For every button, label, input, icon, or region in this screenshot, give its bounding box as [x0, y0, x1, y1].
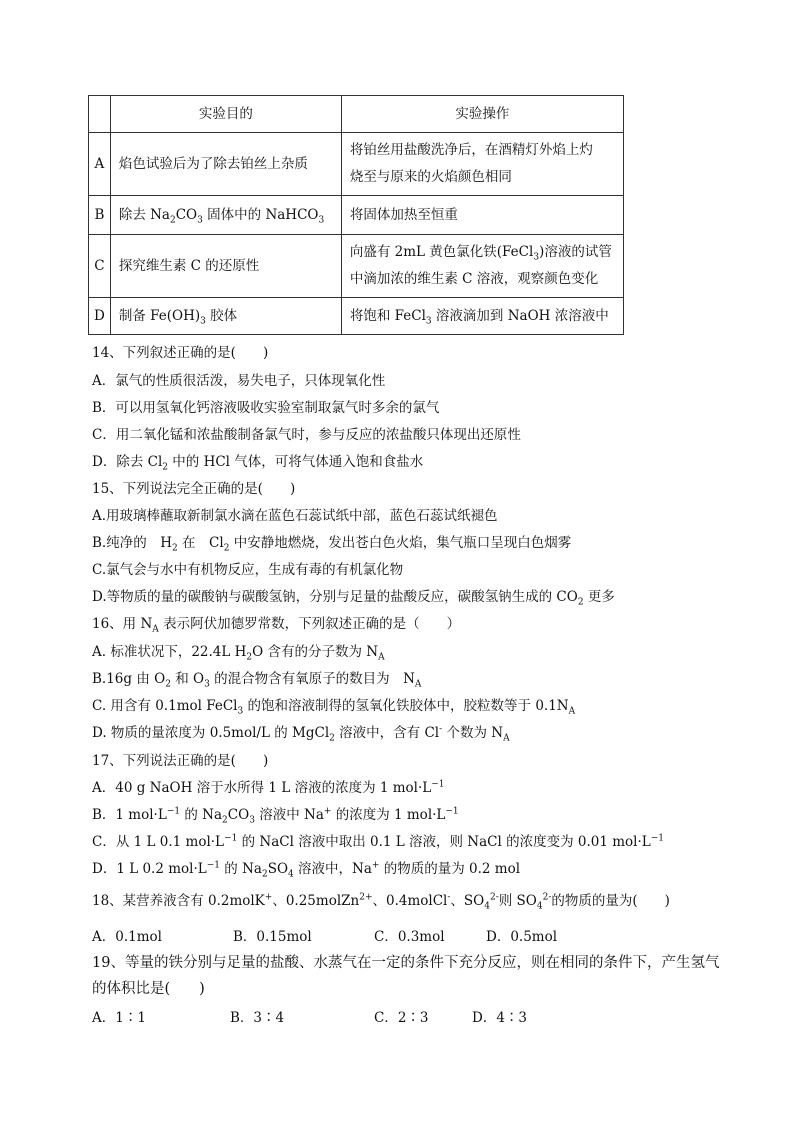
- question-14-option-b: B．可以用氢氧化钙溶液吸收实验室制取氯气时多余的氯气: [92, 400, 440, 416]
- question-15-option-d: [92, 587, 615, 607]
- superscript: +: [264, 892, 273, 903]
- text: 溶液滴加到 NaOH 浓溶液中: [431, 307, 609, 324]
- text: C．从 1 L 0.1 mol·L: [92, 834, 225, 850]
- superscript: -: [447, 892, 451, 903]
- text: 将饱和 FeCl: [349, 307, 426, 324]
- subscript: 4: [484, 901, 490, 912]
- row-purpose: [110, 298, 341, 335]
- table-row: [89, 298, 624, 335]
- question-16-option-b: [92, 669, 421, 689]
- text: CO: [227, 807, 250, 823]
- text: 的浓度为 1 mol·L: [331, 807, 446, 823]
- subscript: 2: [329, 733, 335, 744]
- text: D．除去 Cl: [92, 454, 163, 470]
- subscript: 2: [172, 543, 178, 554]
- subscript: 3: [249, 815, 255, 826]
- question-17-option-d: [92, 859, 520, 879]
- text: A. 标准状况下，22.4L H: [92, 644, 247, 660]
- subscript: 4: [288, 869, 294, 880]
- text: 和 O: [170, 671, 205, 687]
- superscript: −1: [166, 806, 181, 817]
- question-18-stem: [92, 891, 670, 911]
- subscript: A: [378, 652, 385, 663]
- row-key: D: [89, 298, 111, 335]
- subscript: 2: [223, 543, 230, 554]
- row-operation: [341, 298, 623, 335]
- subscript: A: [568, 706, 576, 717]
- text: 、0.4molCl: [372, 893, 448, 909]
- question-15-option-c: C.氯气会与水中有机物反应，生成有毒的有机氯化物: [92, 562, 404, 578]
- text: 的物质的量为 0.2 mol: [379, 861, 521, 877]
- text: 表示阿伏加德罗常数，下列叙述正确的是（ ）: [158, 616, 461, 632]
- row-key: A: [89, 133, 111, 196]
- superscript: -: [439, 724, 443, 735]
- row-purpose: 探究维生素 C 的还原性: [110, 235, 341, 298]
- text: B.纯净的 H: [92, 535, 172, 551]
- text: 溶液中 Na: [254, 807, 324, 823]
- text: 的混合物含有氧原子的数目为 N: [209, 671, 415, 687]
- experiment-table: [88, 95, 624, 335]
- row-operation-line: 将铂丝用盐酸洗净后，在酒精灯外焰上灼: [349, 142, 593, 158]
- superscript: 2+: [359, 892, 373, 903]
- text: C. 用含有 0.1mol FeCl: [92, 698, 238, 714]
- question-17-stem: 17、下列说法正确的是( ): [92, 753, 269, 769]
- row-purpose: 焰色试验后为了除去铂丝上杂质: [110, 133, 341, 196]
- text: 的 Na: [220, 861, 262, 877]
- text: B．1 mol·L: [92, 807, 167, 823]
- row-key: C: [89, 235, 111, 298]
- question-15-option-a: A.用玻璃棒蘸取新制氯水滴在蓝色石蕊试纸中部，蓝色石蕊试纸褪色: [92, 508, 498, 524]
- question-19-stem-line1: 19、等量的铁分别与足量的盐酸、水蒸气在一定的条件下充分反应，则在相同的条件下，产生氢气: [92, 955, 720, 971]
- text: 中的 HCl 气体，可将气体通入饱和食盐水: [168, 454, 424, 470]
- question-14-stem: 14、下列叙述正确的是( ): [92, 345, 269, 361]
- question-19-option-b: B．3∶4: [230, 1010, 285, 1026]
- text: 溶液中，含有 Cl: [334, 725, 440, 741]
- question-18-option-b: B．0.15mol: [233, 929, 312, 945]
- question-16-option-d: [92, 723, 510, 743]
- question-18-option-d: D．0.5mol: [486, 929, 558, 945]
- question-19-option-a: A．1∶1: [92, 1010, 146, 1026]
- question-15-stem: 15、下列说法完全正确的是( ): [92, 481, 296, 497]
- text: 则 SO: [498, 893, 537, 909]
- question-19-option-d: D．4∶3: [472, 1010, 528, 1026]
- question-18-option-a: A．0.1mol: [92, 929, 162, 945]
- text: 中安静地燃烧，发出苍白色火焰，集气瓶口呈现白色烟雾: [229, 535, 572, 551]
- superscript: −1: [431, 779, 445, 790]
- question-19-option-c: C．2∶3: [374, 1010, 429, 1026]
- subscript: 2: [162, 462, 168, 473]
- table-header-row: [89, 96, 624, 133]
- text: 18、某营养液含有 0.2molK: [92, 893, 265, 909]
- text: 的 NaCl 溶液中取出 0.1 L 溶液，则 NaCl 的浓度变为 0.01 mol·L: [237, 834, 651, 850]
- subscript: 4: [536, 901, 543, 912]
- text: 的 Na: [180, 807, 223, 823]
- row-operation: [341, 133, 623, 196]
- subscript: 2: [169, 215, 176, 226]
- question-14-option-d: [92, 452, 423, 472]
- table-row: [89, 235, 624, 298]
- subscript: 2: [577, 597, 584, 608]
- row-purpose: [110, 196, 341, 235]
- superscript: −1: [224, 833, 238, 844]
- text: A．40 g NaOH 溶于水所得 1 L 溶液的浓度为 1 mol·L: [92, 780, 432, 796]
- header-cell-key: [89, 96, 111, 133]
- text: 的饱和溶液制得的氢氧化铁胶体中，胶粒数等于 0.1N: [243, 698, 569, 714]
- text: 向盛有 2mL 黄色氯化铁(FeCl: [349, 244, 534, 260]
- text: 固体中的 NaHCO: [202, 206, 319, 223]
- superscript: +: [323, 806, 332, 817]
- text: D.等物质的量的碳酸钠与碳酸氢钠，分别与足量的盐酸反应，碳酸氢钠生成的 CO: [92, 589, 578, 605]
- text: 16、用 N: [92, 616, 153, 632]
- question-17-option-a: [92, 778, 445, 798]
- text: )溶液的试管: [539, 244, 612, 260]
- question-14-option-a: A．氯气的性质很活泼，易失电子，只体现氧化性: [92, 373, 386, 389]
- superscript: +: [371, 860, 380, 871]
- subscript: 2: [261, 869, 268, 880]
- question-16-option-c: [92, 696, 575, 716]
- header-cell-operation: 实验操作: [341, 96, 623, 133]
- text: 制备 Fe(OH): [118, 307, 201, 324]
- subscript: 3: [200, 316, 206, 327]
- text: 更多: [583, 589, 615, 605]
- subscript: A: [152, 624, 159, 635]
- question-16-stem: [92, 614, 460, 634]
- text: 的物质的量为( ): [551, 893, 670, 909]
- text: 个数为 N: [442, 725, 504, 741]
- subscript: 2: [222, 815, 228, 826]
- question-16-option-a: [92, 642, 385, 662]
- text: CO: [175, 206, 198, 223]
- question-18-option-c: C．0.3mol: [374, 929, 445, 945]
- question-17-option-c: [92, 832, 664, 852]
- subscript: 2: [246, 652, 253, 663]
- text: D．1 L 0.2 mol·L: [92, 861, 207, 877]
- subscript: 3: [237, 706, 244, 717]
- text: 溶液中，Na: [293, 861, 372, 877]
- question-14-option-c: C．用二氧化锰和浓盐酸制备氯气时，参与反应的浓盐酸只体现出还原性: [92, 427, 521, 443]
- table-row: [89, 133, 624, 196]
- subscript: 3: [533, 252, 540, 263]
- subscript: A: [414, 679, 422, 690]
- question-17-option-b: [92, 805, 459, 825]
- header-cell-purpose: 实验目的: [110, 96, 341, 133]
- row-operation: 将固体加热至恒重: [341, 196, 623, 235]
- text: D. 物质的量浓度为 0.5mol/L 的 MgCl: [92, 725, 330, 741]
- row-key: B: [89, 196, 111, 235]
- subscript: 3: [318, 215, 325, 226]
- superscript: −1: [650, 833, 665, 844]
- subscript: 3: [197, 215, 203, 226]
- text: 、SO: [450, 893, 485, 909]
- subscript: A: [503, 733, 510, 744]
- row-operation: [341, 235, 623, 298]
- subscript: 2: [165, 679, 171, 690]
- table-row: [89, 196, 624, 235]
- superscript: 2-: [542, 892, 552, 903]
- superscript: −1: [206, 860, 221, 871]
- row-operation-line: [350, 239, 615, 266]
- text: B.16g 由 O: [92, 671, 166, 687]
- text: SO: [267, 861, 289, 877]
- question-19-stem-line2: 的体积比是( ): [92, 981, 205, 997]
- text: 胶体: [205, 307, 238, 324]
- row-operation-line: 烧至与原来的火焰颜色相同: [349, 169, 512, 185]
- text: 在 Cl: [177, 535, 224, 551]
- superscript: −1: [445, 806, 459, 817]
- text: 、0.25molZn: [272, 893, 360, 909]
- question-15-option-b: [92, 533, 571, 553]
- text: O 含有的分子数为 N: [252, 644, 379, 660]
- row-operation-line: 中滴加浓的维生素 C 溶液，观察颜色变化: [349, 271, 599, 287]
- text: 除去 Na: [118, 206, 170, 223]
- superscript: 2-: [489, 892, 499, 903]
- subscript: 3: [204, 679, 210, 690]
- subscript: 3: [425, 316, 432, 327]
